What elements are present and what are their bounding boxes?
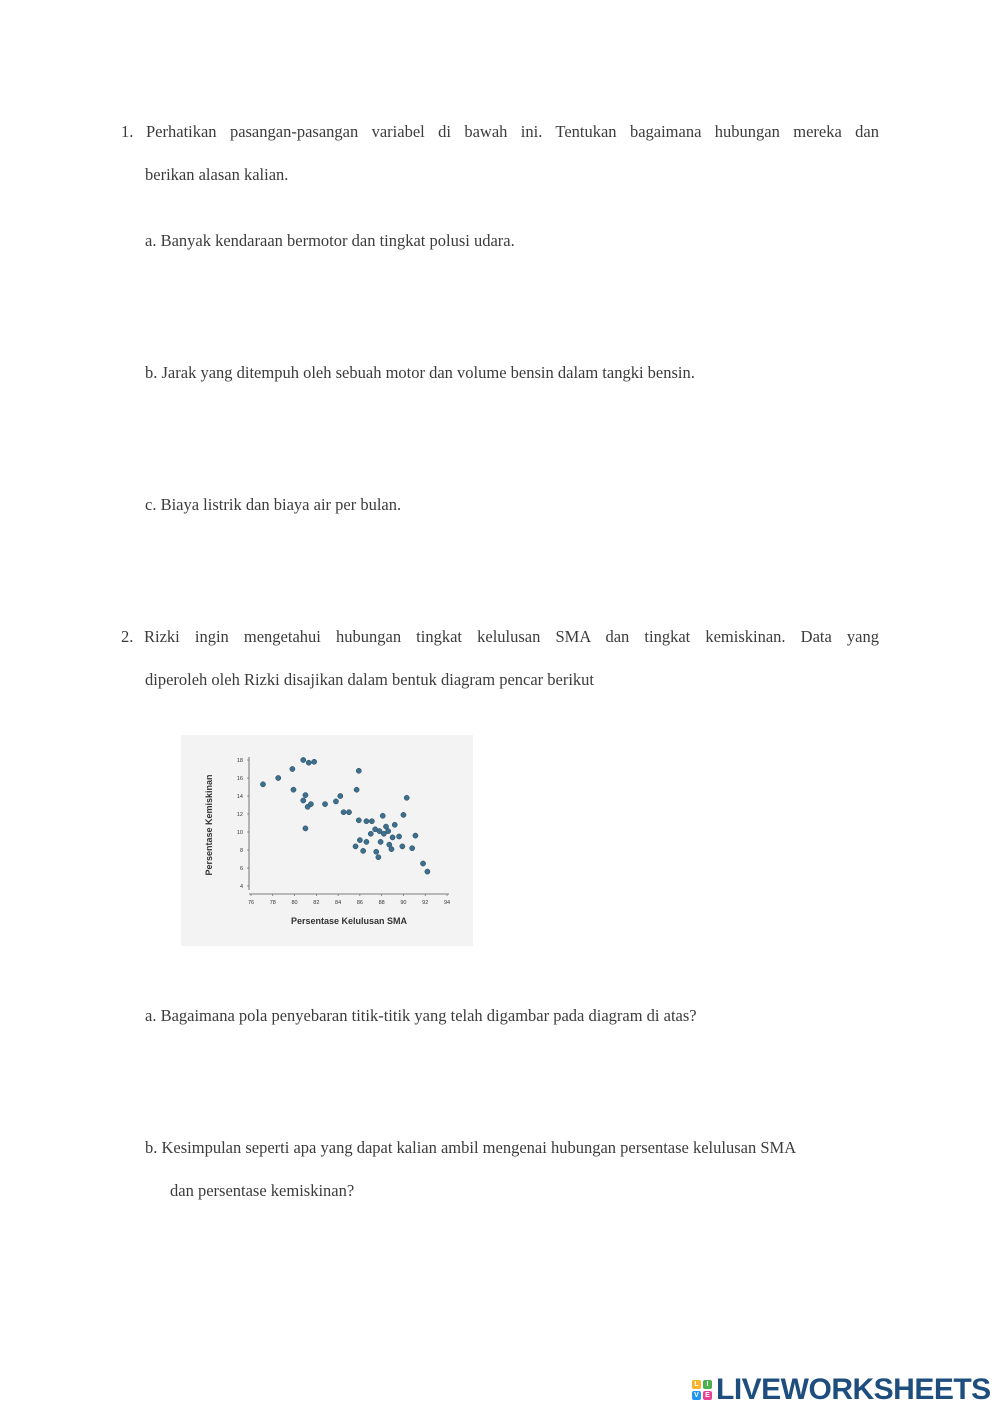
y-tick-label: 16 — [236, 776, 243, 782]
q1-prompt-line2: berikan alasan kalian. — [145, 165, 289, 184]
x-tick-label: 84 — [335, 900, 342, 906]
x-tick-label: 94 — [443, 900, 451, 906]
x-tick-label: 90 — [400, 900, 407, 906]
q1-number: 1. — [121, 122, 134, 141]
scatter-point — [369, 819, 374, 824]
x-tick-label: 80 — [291, 900, 298, 906]
scatter-point — [410, 846, 415, 851]
logo-square-i: I — [703, 1380, 712, 1389]
scatter-point — [291, 787, 296, 792]
x-tick-label: 82 — [313, 900, 320, 906]
y-tick-label: 18 — [236, 758, 243, 764]
scatter-point — [341, 810, 346, 815]
q1-item-c: c. Biaya listrik dan biaya air per bulan. — [145, 495, 402, 514]
scatter-point — [400, 844, 405, 849]
scatter-point — [386, 829, 391, 834]
y-tick-label: 6 — [239, 866, 243, 872]
scatter-point — [420, 861, 425, 866]
scatter-point — [401, 812, 406, 817]
scatter-point — [353, 844, 358, 849]
scatter-point — [364, 819, 369, 824]
scatter-point — [361, 848, 366, 853]
scatter-point — [356, 818, 361, 823]
scatter-point — [322, 802, 327, 807]
y-tick-label: 8 — [239, 848, 243, 854]
x-tick-label: 86 — [356, 900, 363, 906]
scatter-point — [392, 822, 397, 827]
scatter-point — [354, 787, 359, 792]
x-tick-label: 76 — [247, 900, 255, 906]
y-tick-label: 14 — [236, 794, 243, 800]
scatter-point — [346, 810, 351, 815]
scatter-point — [301, 757, 306, 762]
scatter-point — [357, 838, 362, 843]
scatter-chart-svg — [181, 735, 473, 946]
scatter-point — [425, 869, 430, 874]
q2-number: 2. — [121, 627, 134, 646]
q2-item-b-line1: b. Kesimpulan seperti apa yang dapat kalian ambil mengenai hubungan persentase kelulusan SMA — [145, 1138, 797, 1157]
scatter-point — [290, 766, 295, 771]
logo-square-v: V — [692, 1391, 701, 1400]
scatter-point — [380, 813, 385, 818]
logo-square-l: L — [692, 1380, 701, 1389]
q2-prompt-line1: Rizki ingin mengetahui hubungan tingkat kelulusan SMA dan tingkat kemiskinan. Data yang — [144, 627, 879, 646]
scatter-point — [368, 831, 373, 836]
q1-item-b: b. Jarak yang ditempuh oleh sebuah motor dan volume bensin dalam tangki bensin. — [145, 363, 695, 382]
scatter-point — [413, 833, 418, 838]
y-tick-label: 12 — [236, 812, 243, 818]
y-axis-label: Persentase Kemiskinan — [204, 774, 214, 876]
x-tick-label: 92 — [422, 900, 429, 906]
scatter-point — [333, 799, 338, 804]
q1-item-a: a. Banyak kendaraan bermotor dan tingkat polusi udara. — [145, 231, 515, 250]
scatter-point — [389, 847, 394, 852]
scatter-point — [260, 782, 265, 787]
q1-prompt-line1: Perhatikan pasangan-pasangan variabel di bawah ini. Tentukan bagaimana hubungan mereka dan — [146, 122, 879, 141]
scatter-point — [303, 793, 308, 798]
y-tick-label: 4 — [239, 884, 243, 890]
liveworksheets-logo-icon — [692, 1380, 712, 1400]
y-tick-label: 10 — [236, 830, 243, 836]
scatter-point — [276, 775, 281, 780]
scatter-point — [306, 760, 311, 765]
liveworksheets-logo[interactable] — [692, 1372, 991, 1408]
scatter-point — [396, 834, 401, 839]
scatter-point — [376, 855, 381, 860]
q2-item-b-line2: dan persentase kemiskinan? — [170, 1181, 355, 1200]
scatter-chart — [181, 735, 473, 946]
q2-item-a: a. Bagaimana pola penyebaran titik-titik yang telah digambar pada diagram di atas? — [145, 1006, 697, 1025]
scatter-point — [356, 768, 361, 773]
scatter-point — [303, 826, 308, 831]
scatter-point — [301, 798, 306, 803]
scatter-point — [378, 839, 383, 844]
q2-prompt-line2: diperoleh oleh Rizki disajikan dalam bentuk diagram pencar berikut — [145, 670, 595, 689]
scatter-point — [374, 849, 379, 854]
scatter-point — [308, 802, 313, 807]
scatter-point — [312, 759, 317, 764]
scatter-point — [390, 835, 395, 840]
x-tick-label: 88 — [378, 900, 385, 906]
logo-square-e: E — [703, 1391, 712, 1400]
liveworksheets-wordmark: LIVEWORKSHEETS — [716, 1373, 991, 1406]
x-tick-label: 78 — [269, 900, 276, 906]
scatter-point — [338, 793, 343, 798]
scatter-point — [404, 795, 409, 800]
scatter-point — [364, 839, 369, 844]
x-axis-label: Persentase Kelulusan SMA — [290, 916, 408, 926]
